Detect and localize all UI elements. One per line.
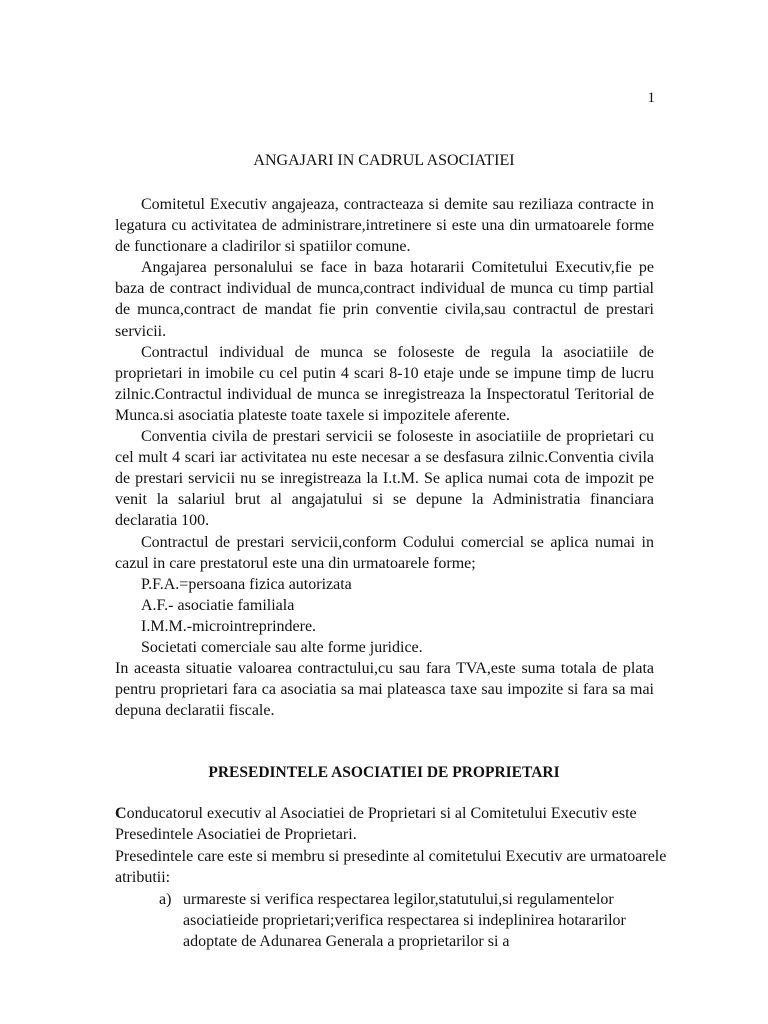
intro-paragraph <box>115 803 675 846</box>
page-number: 1 <box>647 90 655 106</box>
section-body-angajari <box>115 194 654 721</box>
form-list-item: P.F.A.=persoana fizica autorizata <box>141 575 352 593</box>
paragraph: Angajarea personalului se face in baza hotararii Comitetului Executiv,fie pe baza de contract individual de munca,contract individual de munca cu timp partial de munca,contract de mandat fie prin conventie civila,sau contractul de prestari servicii. <box>115 259 654 340</box>
form-list-item: A.F.- asociatie familiala <box>141 596 295 614</box>
form-list-item: Societati comerciale sau alte forme juridice. <box>141 638 423 656</box>
paragraph: Conventia civila de prestari servicii se foloseste in asociatiile de proprietari cu cel mult 4 scari iar activitatea nu este necesar a se desfasura zilnic.Conventia civila de prestari servicii nu se inregistreaza la I.t.M. Se aplica numai cota de impozit pe venit la salariul brut al angajatului si se depune la Administratia financiara declaratia 100. <box>115 428 654 530</box>
intro-first-letter: C <box>115 805 127 822</box>
paragraph: Comitetul Executiv angajeaza, contracteaza si demite sau reziliaza contracte in legatura cu activitatea de administrare,intretinere si este una din urmatoarele forme de functionare a cladirilor si spatiilor comune. <box>115 196 654 256</box>
section-title-angajari: ANGAJARI IN CADRUL ASOCIATIEI <box>253 152 515 169</box>
section-body-presedintele <box>115 803 675 953</box>
paragraph: Contractul de prestari servicii,conform Codului comercial se aplica numai in cazul in care prestatorul este una din urmatoarele forme; <box>115 533 654 572</box>
list-item-a <box>115 889 675 953</box>
section-title-presedintele: PRESEDINTELE ASOCIATIEI DE PROPRIETARI <box>208 764 560 781</box>
paragraph: Contractul individual de munca se foloseste de regula la asociatiile de proprietari in imobile cu cel putin 4 scari 8-10 etaje unde se impune timp de lucru zilnic.Contractul individual de munca se inregistreaza la Inspectoratul Teritorial de Munca.si asociatia plateste toate taxele si impozitele aferente. <box>115 343 654 424</box>
closing-paragraph: In aceasta situatie valoarea contractului,cu sau fara TVA,este suma totala de plata pentru proprietari fara ca asociatia sa mai plateasca taxe sau impozite si fara sa mai depuna declaratii fiscale. <box>115 660 654 720</box>
list-item-text: urmareste si verifica respectarea legilor,statutului,si regulamentelor asociatieide proprietari;verifica respectarea si indeplinirea hotararilor adoptate de Adunarea Generala a proprietarilor si a <box>183 890 626 951</box>
list-marker: a) <box>159 890 172 908</box>
paragraph: Presedintele care este si membru si presedinte al comitetului Executiv are urmatoarele atributii: <box>115 847 667 887</box>
intro-text: onducatorul executiv al Asociatiei de Proprietari si al Comitetului Executiv este Presedintele Asociatiei de Proprietari. <box>115 805 637 844</box>
form-list-item: I.M.M.-microintreprindere. <box>141 617 317 635</box>
